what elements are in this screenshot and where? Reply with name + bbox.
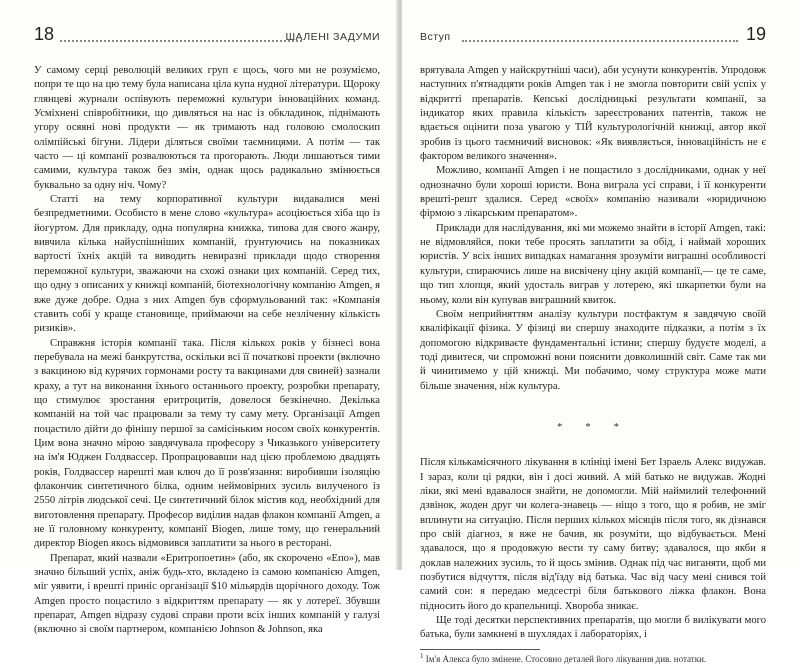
right-page [402,0,800,664]
paragraph: Можливо, компанії Amgen і не пощастило з дослідниками, однак у неї однозначно були хороші юристи. Вона виграла усі справи, і її конкуренти врешті-решт здалися. Серед «своїх» компанію називали «юридичною фірмою з лікарським препаратом». [420,165,766,220]
right-running-head: Вступ [420,31,451,43]
paragraph: Ще тоді десятки перспективних препаратів, що могли б вилікувати мого батька, були замкнені в шухлядах і лабораторіях, і [420,615,766,641]
footnote [420,653,766,665]
header-dot-leader [462,40,738,42]
paragraph: Препарат, який назвали «Еритропоетин» (або, як скорочено «Епо»), мав значно більший успіх, аніж будь-хто, вкладено із самою компанією Amgen, міг уявити, і врешті приніс організації $10 мільярдів щорічного доходу. Тож Amgen просто поцастило з відкриттям препарату — як у лотереї. Збувши препарат, Amgen відразу судові справи проти всіх інших компаній у галузі (включно зі своїм партнером, компанією Johnson & Johnson, яка [34,552,380,636]
footnote-marker: 1 [420,651,424,660]
paragraph: врятувала Amgen у найскрутніші часи), аби усунути конкурентів. Упродовж наступних п'ятнадцяти років Amgen так і не змогла повторити свій успіх у відкритті препаратів. Кепські дослідницькі результати компанії, за індикатор яких правила кількість зареєстрованих патентів, також не вдається оцінити поза увагою у ТІЙ культурологічній книжці, автор якої зробив із цього таємничий висновок: «Як виявляється, інноваційність не є фактором великого значення». [420,65,766,163]
paragraph: Справжня історія компанії така. Після кількох років у бізнесі вона перебувала на межі банкрутства, оскільки всі її початкові проекти (включно з вакциною від курячих гормонами росту та вакцинами для свиней) зазнали краху, а тут на виконання їхнього останнього проекту, розробки препарату, що стимулює зростання еритроцитів, довелося безкінечно. Декілька компаній на той час працювали за тему ту саму мету. Організації Amgen поцастило дійти до фінішу першої за самісіньким носом своїх конкурентів. Цим вона значно мірою завдячувала професору з Чиказького університету на ім'я Юджен Голдвассер. Пропрацювавши над цією проблемою двадцять років, Голдвассер нарешті мав ключ до її розв'язання: виробивши ізоляцію флакончик синтетичного білка, одним неймовірних зусиль вилученого із 2550 літрів людської сечі. Це синтетичний білок містив код, необхідний для виготовлення препарату. Професор виділив надав флакон компанії Amgen, а не її головному конкуренту, компанії Biogen, лише тому, що генеральний директор Biogen якось відмовився заплатити за нього в ресторані. [34,337,380,550]
section-separator: * * * [557,420,629,433]
header-dot-leader [60,40,302,42]
left-running-head: ШАЛЕНІ ЗАДУМИ [285,31,380,43]
footnote-rule [420,649,540,650]
right-page-header [420,18,766,48]
left-page [0,0,398,636]
paragraph: Своїм неприйняттям аналізу культури постфактум я завдячую своїй кваліфікації фізика. У фізиці ви спершу знаходите підказки, а потім з їх допомогою відкриваєте фундаментальні істини; спершу будуєте моделі, а тоді дивитеся, чи спроможні вони пояснити довколишній світ. Саме так ми й чинитимемо у цій книжці. Ми побачимо, чому структура може мати більше значення, ніж культура. [420,308,766,392]
paragraph: Статті на тему корпоративної культури видавалися мені безпредметними. Особисто в мене слово «культура» асоціюється хіба що із йогуртом. Для прикладу, одна популярна книжка, типова для свого жанру, вивчила кілька найуспішніших компаній, ґрунтуючись на показниках вартості їхніх акцій та виводить невиразні приклади щодо створення переможної культури, зважаючи на схожі ознаки цих компаній. Серед тих, що одну з описаних у книжці компаній, біотехнологічну компанію Amgen, я вже дуже добре. Одна з них Amgen був сформульований так: «Компанія ставить собі у краще становище, приймаючи на себе незліченну кількість ризиків». [34,194,380,335]
paragraph: У самому серці революцій великих груп є щось, чого ми не розуміємо, попри те що на цю тему була написана ціла купа нудної літератури. Щороку глянцеві журнали оспівують переможні культури інноваційних команд. Усміхнені співробітники, що дивляться на нас із обкладинок, піднімають угору осяяні нові продукти — як тримають над головою смолоскип олімпійські бігуни. Лідери діляться своїми таємницями. А потім — так часто — ці компанії розвалюються та прогорають. Люди лишаються тими самими, культура також без змін, однак щось радикально змінюється буквально за одну ніч. Чому? [34,65,380,191]
left-page-number: 18 [34,24,55,44]
right-page-body [420,64,766,665]
left-page-body [34,64,380,638]
paragraph: Після кількамісячного лікування в клініці імені Бет Ізраель Алекс видужав. І зараз, коли ці рядки, він і досі живий. А мій батько не видужав. Жодні ліки, які мені вдавалося знайти, не допомогли. Мій наймилий телефонний дзвінок, жоден друг чи колега-знавець — ніщо з того, що я робив, не зміг вплинути на ситуацію. Після перших кількох місяців після того, як дізнався про свій діагноз, я вже не бачив, як розуміти, що відбувається. Мені здавалося, що я продовжую вести ту саму битву; здавалося, що якби я доклав належних зусиль, то й щось змінив. Однак під час виганяти, щоб ми позбутися відчуття, після від'їзду від батька. Час від часу мені снився той самий сон: я передаю медсестрі біля батькового ліжка флакон. Вона підносить його до крапельниці. Хвороба зникає. [420,457,766,612]
right-page-number: 19 [745,24,766,44]
left-page-header [34,18,380,48]
paragraph: Приклади для наслідування, які ми можемо знайти в історії Amgen, такі: не відмовляйся, поки тебе просять заплатити за обід, і наймай хороших юристів. У всіх інших випадках намагання зрозуміти виграшні особливості культури, спираючись лише на висвічену ціну акцій компанії,— це те саме, що тип хлопця, який удосталь виграв у лотерею, які шкарпетки були на ньому, коли він купував виграшний квиток. [420,222,766,306]
footnote-text: Ім'я Алекса було змінене. Стосовно деталей його лікування див. нотатки. [425,653,707,664]
